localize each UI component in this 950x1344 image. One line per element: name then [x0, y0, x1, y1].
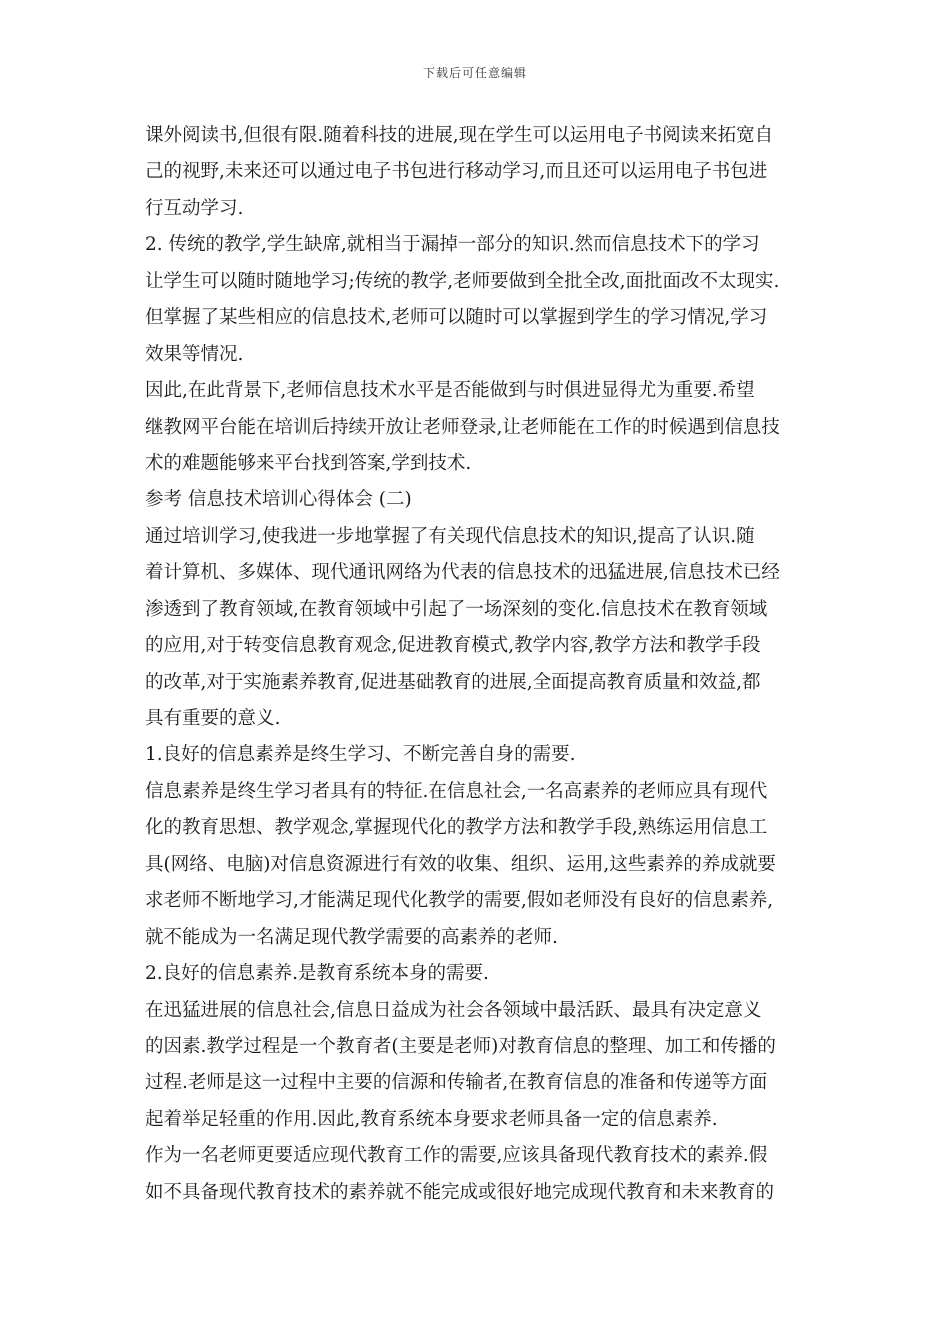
text-line: 的应用,对于转变信息教育观念,促进教育模式,教学内容,教学方法和教学手段 [145, 635, 761, 657]
text-line: 继教网平台能在培训后持续开放让老师登录,让老师能在工作的时候遇到信息技 [145, 416, 780, 438]
text-line: 起着举足轻重的作用.因此,教育系统本身要求老师具备一定的信息素养. [145, 1108, 718, 1130]
text-line: 如不具备现代教育技术的素养就不能完成或很好地完成现代教育和未来教育的 [145, 1181, 775, 1203]
text-line: 着计算机、多媒体、现代通讯网络为代表的信息技术的迅猛进展,信息技术已经 [145, 562, 780, 584]
text-line: 课外阅读书,但很有限.随着科技的进展,现在学生可以运用电子书阅读来拓宽自 [145, 125, 774, 146]
text-line: 但掌握了某些相应的信息技术,老师可以随时可以掌握到学生的学习情况,学习 [145, 307, 768, 329]
page-header: 下载后可任意编辑 [422, 66, 527, 80]
text-line: 求老师不断地学习,才能满足现代化教学的需要,假如老师没有良好的信息素养, [145, 890, 774, 912]
text-line: 让学生可以随时随地学习;传统的教学,老师要做到全批全改,面批面改不太现实. [145, 270, 780, 292]
section-heading: 参考 信息技术培训心得体会 (二) [145, 489, 412, 511]
numbered-point: 2.良好的信息素养.是教育系统本身的需要. [145, 963, 489, 985]
text-line: 行互动学习. [145, 197, 244, 219]
text-line: 因此,在此背景下,老师信息技术水平是否能做到与时俱进显得尤为重要.希望 [145, 380, 755, 402]
text-line: 渗透到了教育领域,在教育领域中引起了一场深刻的变化.信息技术在教育领域 [145, 598, 768, 620]
text-line: 就不能成为一名满足现代教学需要的高素养的老师. [145, 926, 558, 948]
text-line: 信息素养是终生学习者具有的特征.在信息社会,一名高素养的老师应具有现代 [145, 780, 768, 802]
text-line: 化的教育思想、教学观念,掌握现代化的教学方法和教学手段,熟练运用信息工 [145, 817, 768, 839]
text-line: 作为一名老师更要适应现代教育工作的需要,应该具备现代教育技术的素养.假 [145, 1145, 768, 1167]
text-line: 术的难题能够来平台找到答案,学到技术. [145, 452, 472, 474]
text-line: 在迅猛进展的信息社会,信息日益成为社会各领域中最活跃、最具有决定意义 [145, 999, 762, 1021]
text-line: 具(网络、电脑)对信息资源进行有效的收集、组织、运用,这些素养的养成就要 [145, 853, 776, 875]
text-line: 2. 传统的教学,学生缺席,就相当于漏掉一部分的知识.然而信息技术下的学习 [145, 234, 760, 256]
document-body [145, 118, 810, 1211]
numbered-point: 1.良好的信息素养是终生学习、不断完善自身的需要. [145, 744, 576, 766]
text-line: 过程.老师是这一过程中主要的信源和传输者,在教育信息的准备和传递等方面 [145, 1072, 768, 1094]
text-line: 的改革,对于实施素养教育,促进基础教育的进展,全面提高教育质量和效益,都 [145, 671, 761, 693]
text-line: 己的视野,未来还可以通过电子书包进行移动学习,而且还可以运用电子书包进 [145, 161, 768, 183]
text-line: 效果等情况. [145, 343, 244, 365]
text-line: 具有重要的意义. [145, 708, 281, 729]
text-line: 通过培训学习,使我进一步地掌握了有关现代信息技术的知识,提高了认识.随 [145, 525, 755, 547]
text-line: 的因素.教学过程是一个教育者(主要是老师)对教育信息的整理、加工和传播的 [145, 1035, 776, 1057]
